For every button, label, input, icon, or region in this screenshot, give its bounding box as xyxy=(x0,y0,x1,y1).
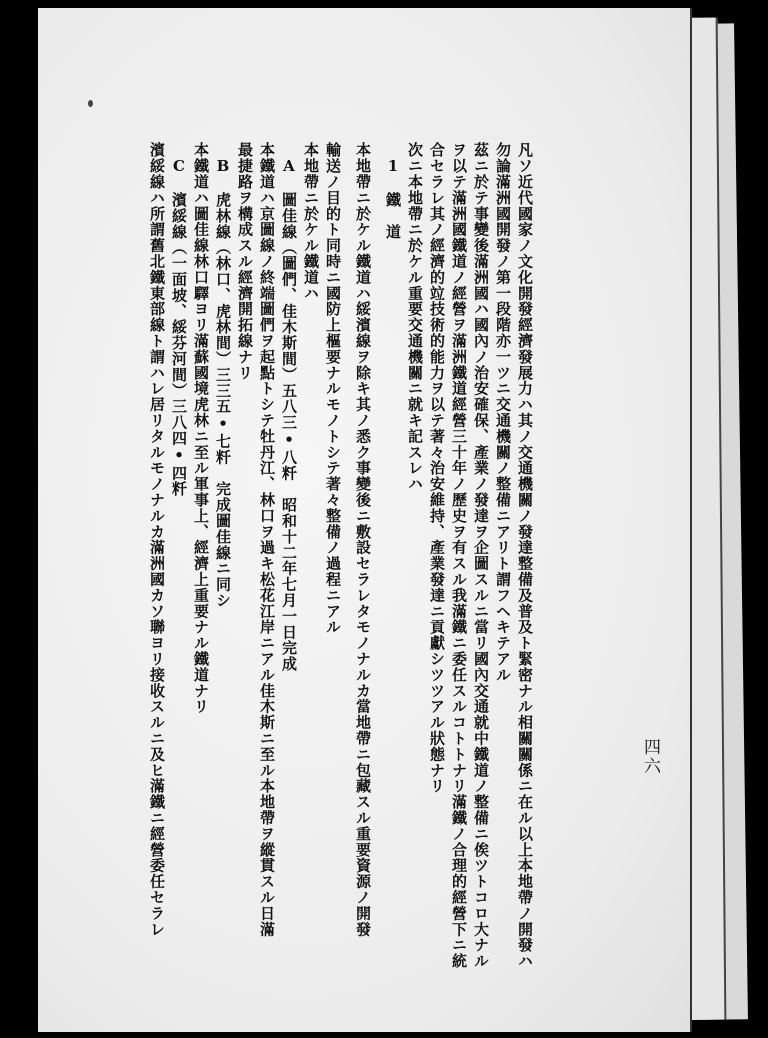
list-item-heading: B 虎林線（林口、虎林間）三三五•七粁 完成圖佳線ニ同シ xyxy=(214,157,232,609)
text-column: 茲ニ於テ事變後滿洲國ハ國內ノ治安確保、產業ノ發達ヲ企圖スルニ當リ國內交通就中鐵道ノ整備ニ俟ツトコロ大ナル xyxy=(472,142,490,969)
text-column: 勿論滿洲國開發ノ第一段階亦一ツニ交通機關ノ整備ニアリト謂フヘキテアル xyxy=(494,142,512,683)
text-column: 本鐵道ハ圖佳線林口驛ヨリ滿蘇國境虎林ニ至ル軍事上、經濟上重要ナル鐵道ナリ xyxy=(192,142,210,715)
vertical-text-body xyxy=(146,142,536,969)
text-column: 本地帶ニ於ケル鐵道ハ綏濱線ヲ除キ其ノ悉ク事變後ニ敷設セラレタモノナルカ當地帶ニ包藏スル重要資源ノ開發 xyxy=(354,142,372,937)
list-item-heading: A 圖佳線（圖們、佳木斯間）五八三•八粁 昭和十二年七月一日完成 xyxy=(280,157,298,672)
text-column: 輸送ノ目的ト同時ニ國防上樞要ナルモノトシテ著々整備ノ過程ニアル xyxy=(324,142,342,635)
page-number: 四六 xyxy=(640,738,660,776)
text-column: 濱綏線ハ所謂舊北鐵東部線ト謂ハレ居リタルモノナルカ滿洲國カソ聯ヨリ接收スルニ及ヒ滿鐵ニ經營委任セラレ xyxy=(148,142,166,937)
ink-spot xyxy=(88,100,93,107)
text-column: 本地帶ニ於ケル鐵道ハ xyxy=(302,142,320,301)
section-heading: 1 鐵 道 xyxy=(384,157,402,240)
text-column: 合セラレ其ノ經濟的竝技術的能力ヲ以テ著々治安維持、產業發達ニ貢獻シツツアル狀態ナリ xyxy=(428,142,446,794)
text-column: ヲ以テ滿洲國鐵道ノ經營ヲ滿洲鐵道經營三十年ノ歷史ヲ有スル我滿鐵ニ委任スルコトトナリ滿鐵ノ合理的經營下ニ統 xyxy=(450,142,468,969)
text-column: 最捷路ヲ構成スル經濟開拓線ナリ xyxy=(236,142,254,381)
text-column: 次ニ本地帶ニ於ケル重要交通機關ニ就キ記スレハ xyxy=(406,142,424,492)
list-item-heading: C 濱綏線（一面坡、綏芬河間）三八四•四粁 xyxy=(170,157,188,497)
text-column: 凡ソ近代國家ノ文化開發經濟發展力ハ其ノ交通機關ノ發達整備及普及ト緊密ナル相關關係ニ在ル以上本地帶ノ開發ハ xyxy=(516,142,534,969)
text-column: 本鐵道ハ京圖線ノ終端圖們ヲ起點トシテ牡丹江、林口ヲ過キ松花江岸ニアル佳木斯ニ至ル本地帶ヲ縱貫スル日滿 xyxy=(258,142,276,937)
